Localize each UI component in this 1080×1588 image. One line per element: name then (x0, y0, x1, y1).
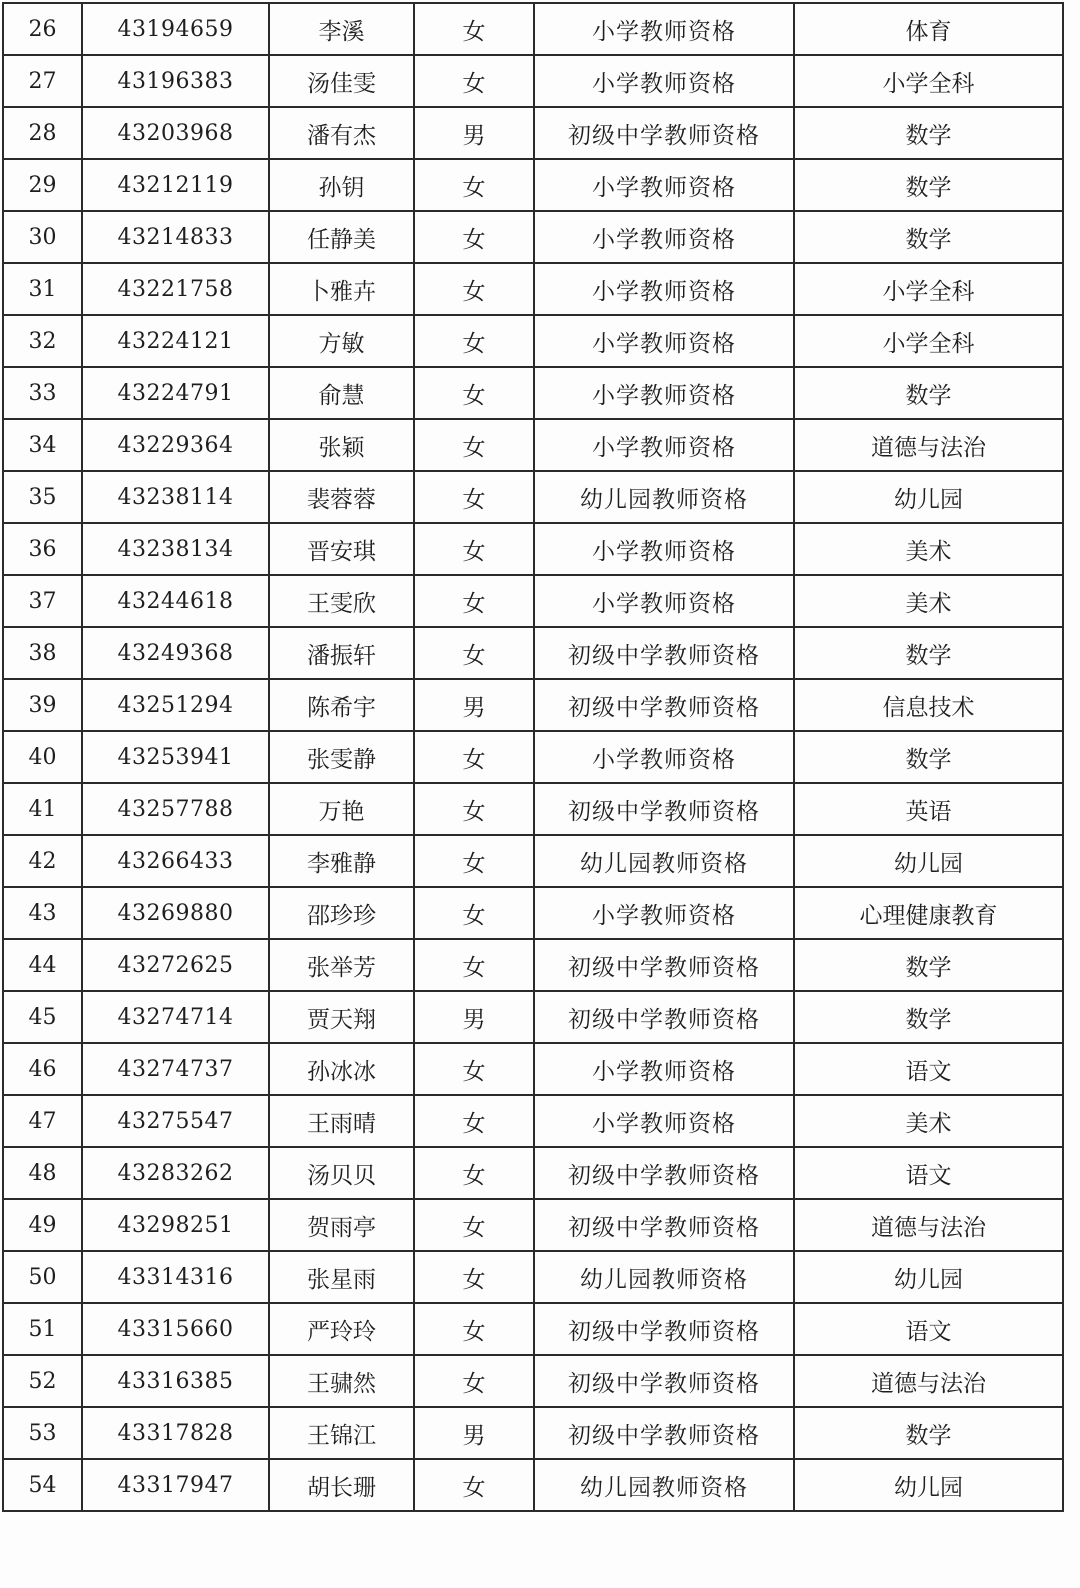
table-row (3, 1043, 1063, 1095)
row-number-cell: 31 (3, 263, 82, 315)
row-number-cell: 52 (3, 1355, 82, 1407)
candidate-name-cell: 晋安琪 (269, 523, 414, 575)
subject-cell: 语文 (794, 1147, 1063, 1199)
table-row (3, 991, 1063, 1043)
certificate-type-cell: 幼儿园教师资格 (534, 1251, 794, 1303)
gender-cell: 女 (414, 783, 534, 835)
certificate-type-cell: 小学教师资格 (534, 1043, 794, 1095)
table-row (3, 523, 1063, 575)
candidate-id-cell: 43298251 (82, 1199, 269, 1251)
gender-cell: 女 (414, 939, 534, 991)
table-row (3, 1199, 1063, 1251)
table-row (3, 367, 1063, 419)
subject-cell: 幼儿园 (794, 471, 1063, 523)
gender-cell: 女 (414, 263, 534, 315)
candidate-name-cell: 张颖 (269, 419, 414, 471)
candidate-id-cell: 43244618 (82, 575, 269, 627)
table-row (3, 1095, 1063, 1147)
subject-cell: 幼儿园 (794, 1459, 1063, 1511)
gender-cell: 女 (414, 627, 534, 679)
candidate-name-cell: 王雨晴 (269, 1095, 414, 1147)
candidate-name-cell: 张星雨 (269, 1251, 414, 1303)
gender-cell: 女 (414, 315, 534, 367)
subject-cell: 语文 (794, 1043, 1063, 1095)
subject-cell: 幼儿园 (794, 1251, 1063, 1303)
gender-cell: 女 (414, 575, 534, 627)
gender-cell: 女 (414, 523, 534, 575)
certificate-type-cell: 小学教师资格 (534, 731, 794, 783)
candidate-name-cell: 李溪 (269, 3, 414, 55)
subject-cell: 幼儿园 (794, 835, 1063, 887)
candidate-name-cell: 俞慧 (269, 367, 414, 419)
gender-cell: 男 (414, 679, 534, 731)
table-row (3, 55, 1063, 107)
candidate-name-cell: 李雅静 (269, 835, 414, 887)
gender-cell: 女 (414, 1095, 534, 1147)
subject-cell: 数学 (794, 627, 1063, 679)
candidate-name-cell: 贾天翔 (269, 991, 414, 1043)
row-number-cell: 26 (3, 3, 82, 55)
gender-cell: 女 (414, 471, 534, 523)
candidate-id-cell: 43229364 (82, 419, 269, 471)
table-row (3, 1303, 1063, 1355)
roster-table-body (3, 3, 1063, 1511)
subject-cell: 体育 (794, 3, 1063, 55)
candidate-id-cell: 43249368 (82, 627, 269, 679)
subject-cell: 道德与法治 (794, 1355, 1063, 1407)
table-row (3, 731, 1063, 783)
certificate-type-cell: 小学教师资格 (534, 55, 794, 107)
subject-cell: 美术 (794, 1095, 1063, 1147)
roster-table (2, 2, 1064, 1512)
certificate-type-cell: 小学教师资格 (534, 263, 794, 315)
gender-cell: 女 (414, 1459, 534, 1511)
table-row (3, 783, 1063, 835)
table-row (3, 627, 1063, 679)
certificate-type-cell: 初级中学教师资格 (534, 107, 794, 159)
row-number-cell: 49 (3, 1199, 82, 1251)
candidate-name-cell: 张雯静 (269, 731, 414, 783)
subject-cell: 数学 (794, 107, 1063, 159)
subject-cell: 数学 (794, 1407, 1063, 1459)
certificate-type-cell: 小学教师资格 (534, 367, 794, 419)
row-number-cell: 48 (3, 1147, 82, 1199)
candidate-id-cell: 43224121 (82, 315, 269, 367)
certificate-type-cell: 初级中学教师资格 (534, 1355, 794, 1407)
table-row (3, 1459, 1063, 1511)
gender-cell: 女 (414, 1303, 534, 1355)
subject-cell: 数学 (794, 731, 1063, 783)
table-row (3, 1407, 1063, 1459)
table-row (3, 419, 1063, 471)
subject-cell: 小学全科 (794, 55, 1063, 107)
candidate-name-cell: 方敏 (269, 315, 414, 367)
candidate-name-cell: 王雯欣 (269, 575, 414, 627)
certificate-type-cell: 小学教师资格 (534, 211, 794, 263)
certificate-type-cell: 初级中学教师资格 (534, 1407, 794, 1459)
candidate-id-cell: 43238114 (82, 471, 269, 523)
subject-cell: 道德与法治 (794, 1199, 1063, 1251)
gender-cell: 女 (414, 1251, 534, 1303)
table-row (3, 939, 1063, 991)
row-number-cell: 47 (3, 1095, 82, 1147)
gender-cell: 女 (414, 1147, 534, 1199)
certificate-type-cell: 初级中学教师资格 (534, 1303, 794, 1355)
certificate-type-cell: 小学教师资格 (534, 315, 794, 367)
gender-cell: 女 (414, 211, 534, 263)
row-number-cell: 53 (3, 1407, 82, 1459)
candidate-name-cell: 万艳 (269, 783, 414, 835)
certificate-type-cell: 初级中学教师资格 (534, 679, 794, 731)
subject-cell: 小学全科 (794, 315, 1063, 367)
row-number-cell: 32 (3, 315, 82, 367)
candidate-name-cell: 严玲玲 (269, 1303, 414, 1355)
row-number-cell: 42 (3, 835, 82, 887)
row-number-cell: 51 (3, 1303, 82, 1355)
gender-cell: 女 (414, 887, 534, 939)
candidate-id-cell: 43315660 (82, 1303, 269, 1355)
subject-cell: 数学 (794, 991, 1063, 1043)
certificate-type-cell: 小学教师资格 (534, 3, 794, 55)
candidate-name-cell: 王锦江 (269, 1407, 414, 1459)
certificate-type-cell: 初级中学教师资格 (534, 1199, 794, 1251)
row-number-cell: 38 (3, 627, 82, 679)
subject-cell: 美术 (794, 575, 1063, 627)
certificate-type-cell: 小学教师资格 (534, 523, 794, 575)
certificate-type-cell: 初级中学教师资格 (534, 783, 794, 835)
candidate-id-cell: 43275547 (82, 1095, 269, 1147)
candidate-name-cell: 汤佳雯 (269, 55, 414, 107)
table-row (3, 835, 1063, 887)
row-number-cell: 33 (3, 367, 82, 419)
certificate-type-cell: 初级中学教师资格 (534, 627, 794, 679)
row-number-cell: 27 (3, 55, 82, 107)
table-row (3, 159, 1063, 211)
table-row (3, 1147, 1063, 1199)
certificate-type-cell: 小学教师资格 (534, 575, 794, 627)
subject-cell: 语文 (794, 1303, 1063, 1355)
certificate-type-cell: 小学教师资格 (534, 419, 794, 471)
gender-cell: 女 (414, 1355, 534, 1407)
subject-cell: 小学全科 (794, 263, 1063, 315)
candidate-name-cell: 潘有杰 (269, 107, 414, 159)
candidate-id-cell: 43238134 (82, 523, 269, 575)
candidate-id-cell: 43283262 (82, 1147, 269, 1199)
table-row (3, 107, 1063, 159)
row-number-cell: 37 (3, 575, 82, 627)
candidate-name-cell: 贺雨亭 (269, 1199, 414, 1251)
certificate-type-cell: 小学教师资格 (534, 159, 794, 211)
row-number-cell: 40 (3, 731, 82, 783)
candidate-id-cell: 43203968 (82, 107, 269, 159)
gender-cell: 女 (414, 1043, 534, 1095)
table-row (3, 575, 1063, 627)
table-row (3, 679, 1063, 731)
subject-cell: 数学 (794, 211, 1063, 263)
gender-cell: 女 (414, 367, 534, 419)
gender-cell: 男 (414, 991, 534, 1043)
row-number-cell: 46 (3, 1043, 82, 1095)
candidate-name-cell: 胡长珊 (269, 1459, 414, 1511)
row-number-cell: 35 (3, 471, 82, 523)
gender-cell: 女 (414, 55, 534, 107)
row-number-cell: 54 (3, 1459, 82, 1511)
row-number-cell: 29 (3, 159, 82, 211)
subject-cell: 信息技术 (794, 679, 1063, 731)
candidate-name-cell: 潘振轩 (269, 627, 414, 679)
candidate-name-cell: 汤贝贝 (269, 1147, 414, 1199)
subject-cell: 数学 (794, 367, 1063, 419)
row-number-cell: 41 (3, 783, 82, 835)
certificate-type-cell: 小学教师资格 (534, 1095, 794, 1147)
subject-cell: 美术 (794, 523, 1063, 575)
candidate-id-cell: 43224791 (82, 367, 269, 419)
gender-cell: 女 (414, 835, 534, 887)
row-number-cell: 44 (3, 939, 82, 991)
gender-cell: 男 (414, 1407, 534, 1459)
candidate-id-cell: 43253941 (82, 731, 269, 783)
table-row (3, 315, 1063, 367)
table-row (3, 211, 1063, 263)
row-number-cell: 45 (3, 991, 82, 1043)
table-row (3, 887, 1063, 939)
candidate-name-cell: 任静美 (269, 211, 414, 263)
certificate-type-cell: 小学教师资格 (534, 887, 794, 939)
subject-cell: 心理健康教育 (794, 887, 1063, 939)
table-row (3, 3, 1063, 55)
candidate-name-cell: 裴蓉蓉 (269, 471, 414, 523)
certificate-type-cell: 幼儿园教师资格 (534, 835, 794, 887)
row-number-cell: 30 (3, 211, 82, 263)
candidate-id-cell: 43274737 (82, 1043, 269, 1095)
table-row (3, 263, 1063, 315)
candidate-id-cell: 43317947 (82, 1459, 269, 1511)
table-row (3, 1251, 1063, 1303)
candidate-id-cell: 43194659 (82, 3, 269, 55)
row-number-cell: 36 (3, 523, 82, 575)
subject-cell: 道德与法治 (794, 419, 1063, 471)
certificate-type-cell: 初级中学教师资格 (534, 991, 794, 1043)
candidate-name-cell: 邵珍珍 (269, 887, 414, 939)
gender-cell: 男 (414, 107, 534, 159)
row-number-cell: 34 (3, 419, 82, 471)
gender-cell: 女 (414, 419, 534, 471)
candidate-id-cell: 43214833 (82, 211, 269, 263)
subject-cell: 英语 (794, 783, 1063, 835)
candidate-id-cell: 43251294 (82, 679, 269, 731)
subject-cell: 数学 (794, 939, 1063, 991)
table-row (3, 471, 1063, 523)
row-number-cell: 28 (3, 107, 82, 159)
certificate-type-cell: 幼儿园教师资格 (534, 1459, 794, 1511)
certificate-type-cell: 初级中学教师资格 (534, 939, 794, 991)
candidate-id-cell: 43317828 (82, 1407, 269, 1459)
table-row (3, 1355, 1063, 1407)
row-number-cell: 39 (3, 679, 82, 731)
candidate-id-cell: 43316385 (82, 1355, 269, 1407)
gender-cell: 女 (414, 731, 534, 783)
row-number-cell: 43 (3, 887, 82, 939)
candidate-id-cell: 43274714 (82, 991, 269, 1043)
candidate-name-cell: 孙钥 (269, 159, 414, 211)
candidate-id-cell: 43257788 (82, 783, 269, 835)
candidate-id-cell: 43196383 (82, 55, 269, 107)
candidate-id-cell: 43272625 (82, 939, 269, 991)
gender-cell: 女 (414, 1199, 534, 1251)
candidate-name-cell: 陈希宇 (269, 679, 414, 731)
candidate-id-cell: 43269880 (82, 887, 269, 939)
candidate-id-cell: 43314316 (82, 1251, 269, 1303)
candidate-name-cell: 孙冰冰 (269, 1043, 414, 1095)
candidate-id-cell: 43221758 (82, 263, 269, 315)
candidate-id-cell: 43266433 (82, 835, 269, 887)
candidate-id-cell: 43212119 (82, 159, 269, 211)
candidate-name-cell: 张举芳 (269, 939, 414, 991)
row-number-cell: 50 (3, 1251, 82, 1303)
candidate-name-cell: 卜雅卉 (269, 263, 414, 315)
candidate-name-cell: 王骕然 (269, 1355, 414, 1407)
certificate-type-cell: 幼儿园教师资格 (534, 471, 794, 523)
gender-cell: 女 (414, 3, 534, 55)
subject-cell: 数学 (794, 159, 1063, 211)
gender-cell: 女 (414, 159, 534, 211)
certificate-type-cell: 初级中学教师资格 (534, 1147, 794, 1199)
